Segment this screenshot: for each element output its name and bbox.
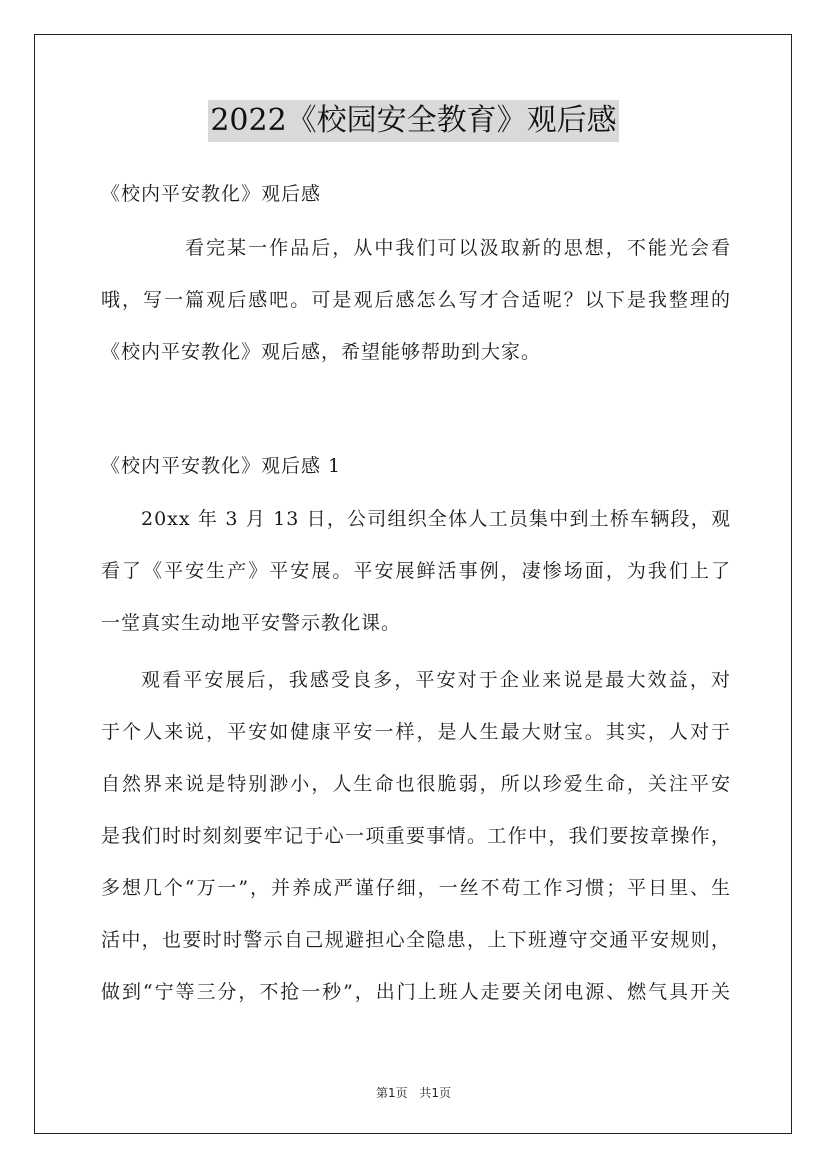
- page-footer: [0, 1084, 827, 1101]
- intro-paragraph: [101, 222, 731, 378]
- intro-line: 哦，写一篇观后感吧。可是观后感怎么写才合适呢？以下是我整理的: [101, 289, 731, 311]
- page-number-total: 共1页: [419, 1086, 452, 1100]
- intro-line: 看完某一作品后，从中我们可以汲取新的思想，不能光会看: [185, 237, 731, 259]
- paragraph-line: 活中，也要时时警示自己规避担心全隐患，上下班遵守交通平安规则，: [101, 929, 731, 951]
- paragraph-line: 于个人来说，平安如健康平安一样，是人生最大财宝。其实，人对于: [101, 721, 731, 743]
- paragraph-line: 一堂真实生动地平安警示教化课。: [101, 612, 402, 634]
- section-heading-main: 《校内平安教化》观后感: [101, 183, 322, 205]
- paragraph-line: 看了《平安生产》平安展。平安展鲜活事例，凄惨场面，为我们上了: [101, 560, 731, 582]
- paragraph-line: 20xx 年 3 月 13 日，公司组织全体人工员集中到土桥车辆段，观: [141, 508, 731, 530]
- paragraph-line: 自然界来说是特别渺小，人生命也很脆弱，所以珍爱生命，关注平安: [101, 773, 731, 795]
- paragraph-1: [101, 493, 731, 649]
- intro-line: 《校内平安教化》观后感，希望能够帮助到大家。: [101, 341, 542, 363]
- title-container: [0, 100, 827, 142]
- paragraph-line: 做到“宁等三分，不抢一秒”，出门上班人走要关闭电源、燃气具开关: [101, 981, 731, 1003]
- document-title: 2022《校园安全教育》观后感: [208, 100, 618, 142]
- section-heading-1: 《校内平安教化》观后感 1: [101, 455, 342, 477]
- paragraph-line: 多想几个“万一”，并养成严谨仔细，一丝不苟工作习惯；平日里、生: [101, 877, 731, 899]
- page-number-current: 第1页: [375, 1086, 408, 1100]
- paragraph-line: 是我们时时刻刻要牢记于心一项重要事情。工作中，我们要按章操作，: [101, 825, 731, 847]
- paragraph-line: 观看平安展后，我感受良多，平安对于企业来说是最大效益，对: [141, 669, 731, 691]
- paragraph-2: [101, 654, 731, 1018]
